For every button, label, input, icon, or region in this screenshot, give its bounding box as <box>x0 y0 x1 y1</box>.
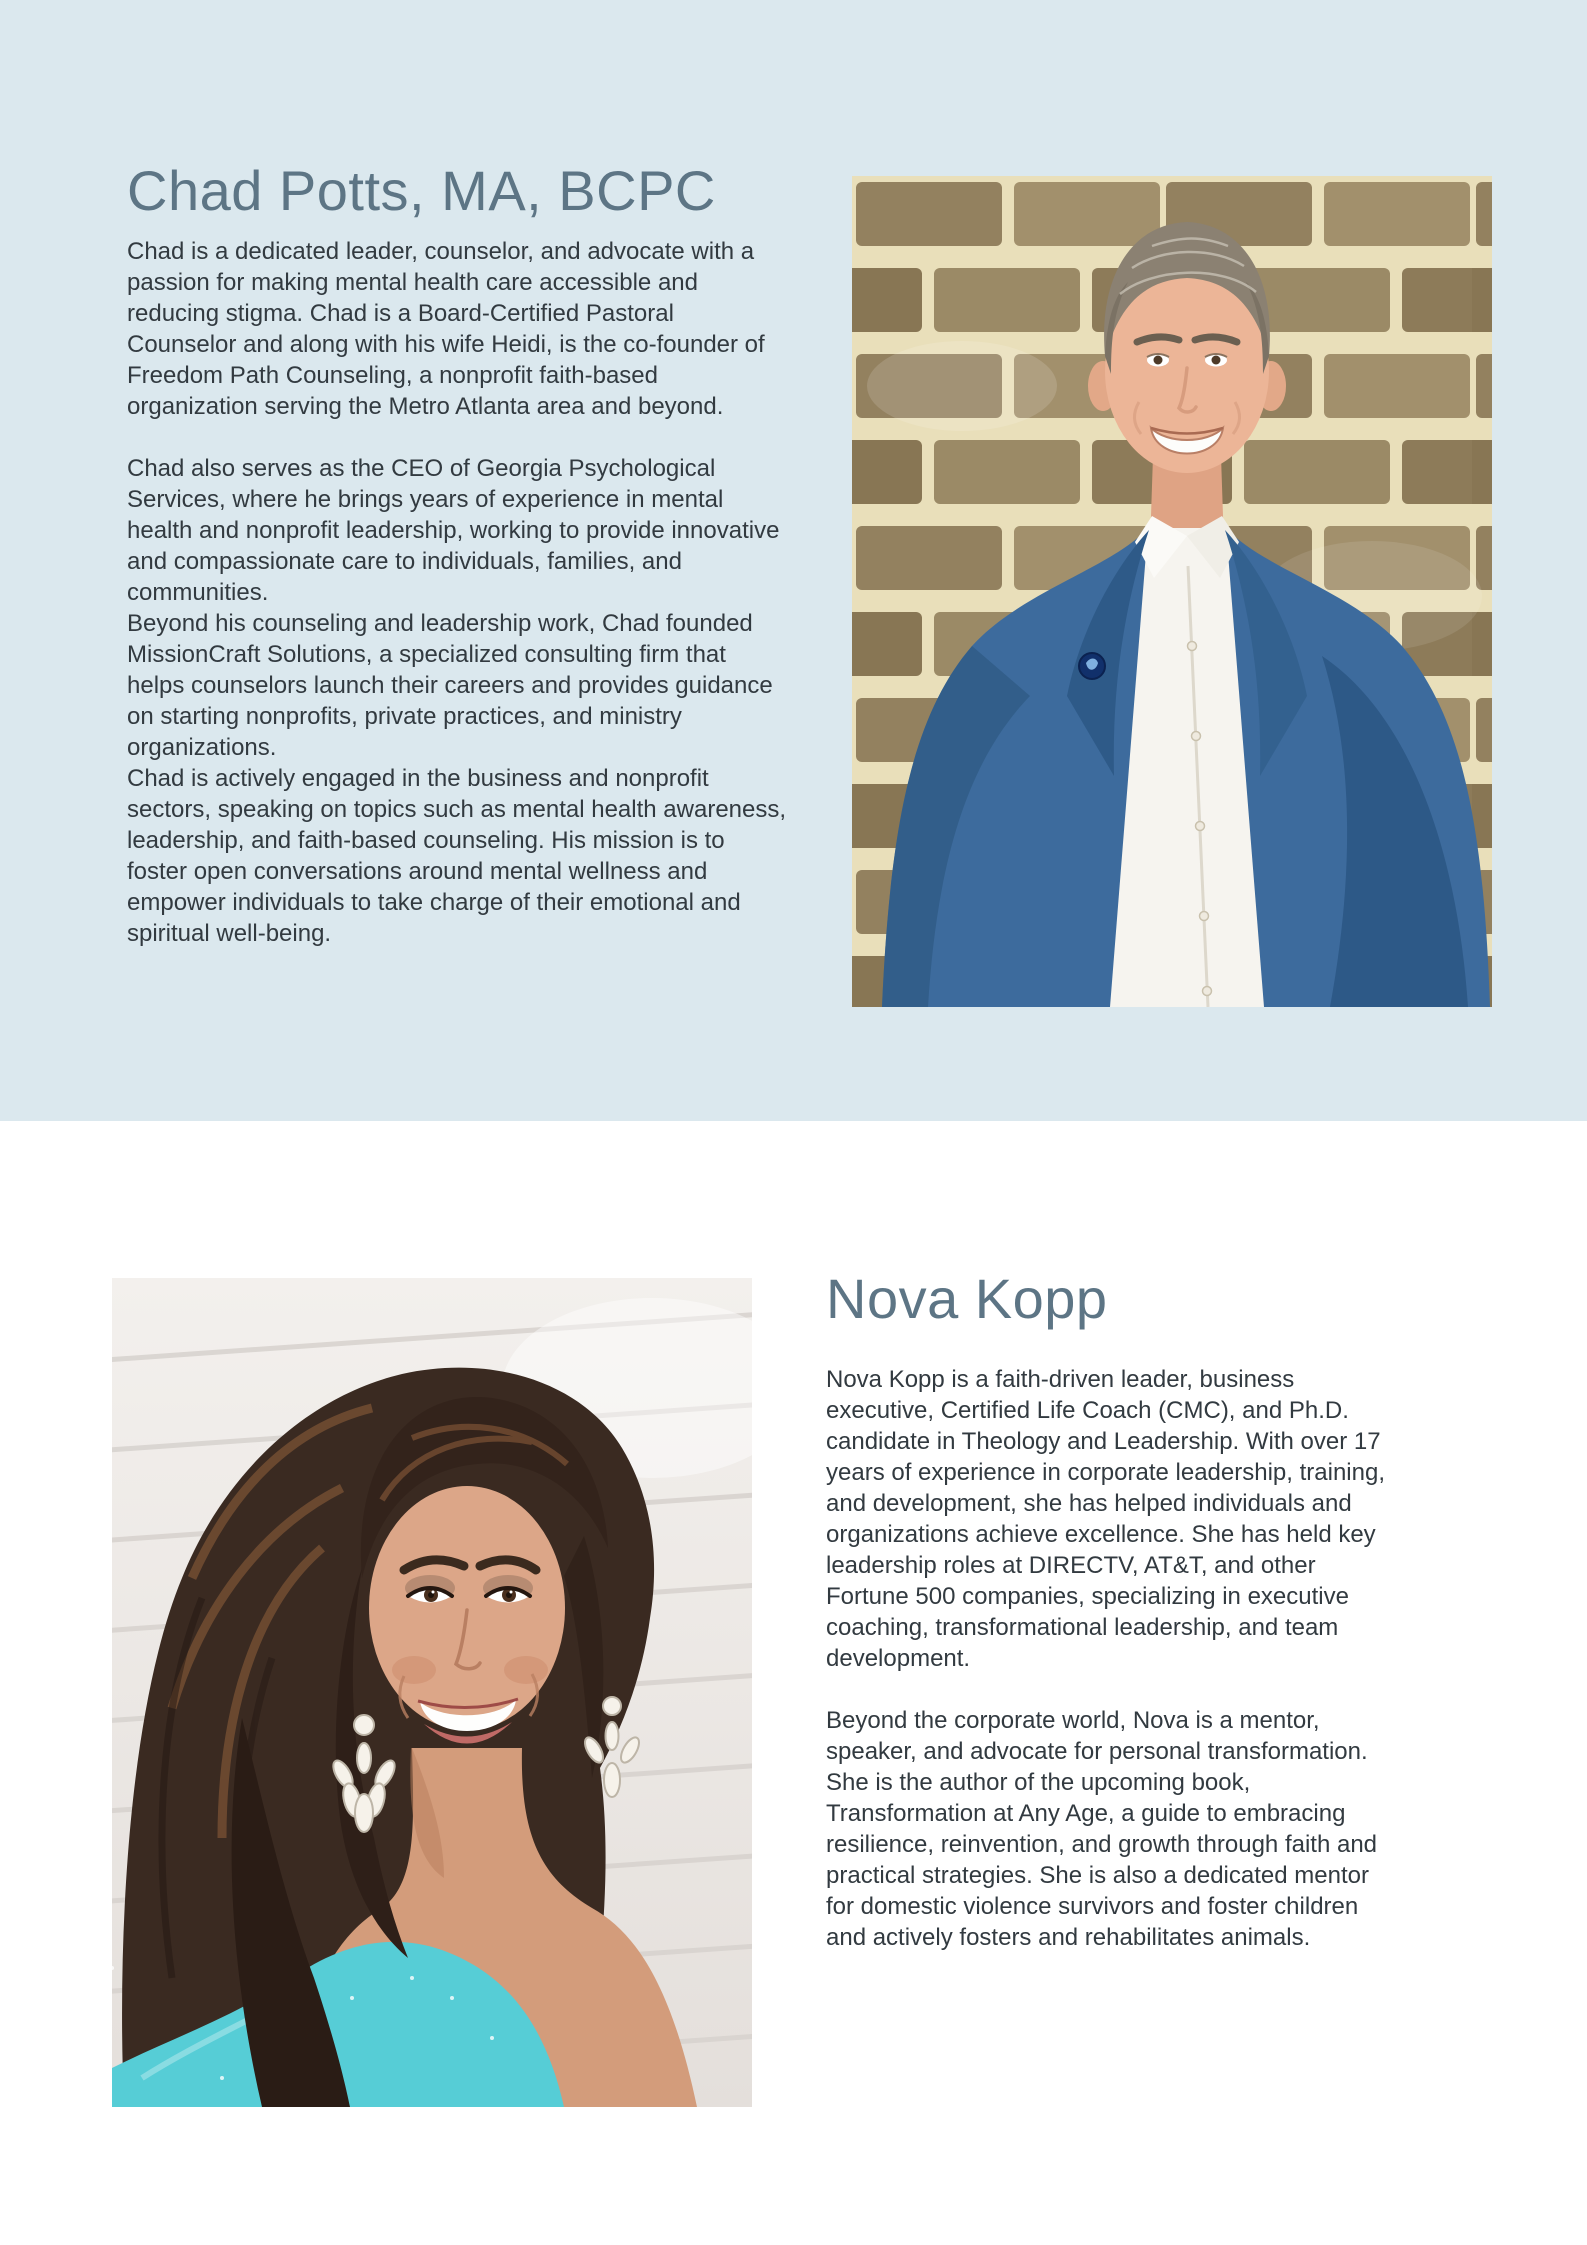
nova-bio <box>826 1364 1388 1953</box>
chad-bio <box>127 236 789 949</box>
chad-portrait-illustration <box>852 176 1492 1007</box>
chad-portrait-photo <box>852 176 1492 1007</box>
chad-bio-paragraph: Chad also serves as the CEO of Georgia Psychological Services, where he brings years of experience in mental health and nonprofit leadership, working to provide innovative and compassionate care to individuals, families, and communities. <box>127 455 780 606</box>
chad-heading: Chad Potts, MA, BCPC <box>127 159 716 222</box>
nova-bio-paragraph: Beyond the corporate world, Nova is a mentor, speaker, and advocate for personal transformation. She is the author of the upcoming book, Transformation at Any Age, a guide to embracing resilience, reinvention, and growth through faith and practical strategies. She is also a dedicated mentor for domestic violence survivors and foster children and actively fosters and rehabilitates animals. <box>826 1707 1378 1951</box>
chad-bio-paragraph: Beyond his counseling and leadership work, Chad founded MissionCraft Solutions, a specialized consulting firm that helps counselors launch their careers and provides guidance on starting nonprofits, private practices, and ministry organizations. <box>127 610 773 761</box>
chad-bio-paragraph: Chad is actively engaged in the business and nonprofit sectors, speaking on topics such as mental health awareness, leadership, and faith-based counseling. His mission is to foster open conversations around mental wellness and empower individuals to take charge of their emotional and spiritual well-being. <box>127 765 787 947</box>
nova-portrait-photo <box>112 1278 752 2107</box>
nova-heading: Nova Kopp <box>826 1267 1108 1330</box>
chad-bio-paragraph: Chad is a dedicated leader, counselor, and advocate with a passion for making mental health care accessible and reducing stigma. Chad is a Board-Certified Pastoral Counselor and along with his wife Heidi, is the co-founder of Freedom Path Counseling, a nonprofit faith-based organization serving the Metro Atlanta area and beyond. <box>127 238 765 420</box>
nova-bio-paragraph: Nova Kopp is a faith-driven leader, business executive, Certified Life Coach (CMC), and Ph.D. candidate in Theology and Leadership. With over 17 years of experience in corporate leadership, training, and development, she has helped individuals and organizations achieve excellence. She has held key leadership roles at DIRECTV, AT&T, and other Fortune 500 companies, specializing in executive coaching, transformational leadership, and team development. <box>826 1366 1385 1672</box>
nova-portrait-illustration <box>112 1278 752 2107</box>
